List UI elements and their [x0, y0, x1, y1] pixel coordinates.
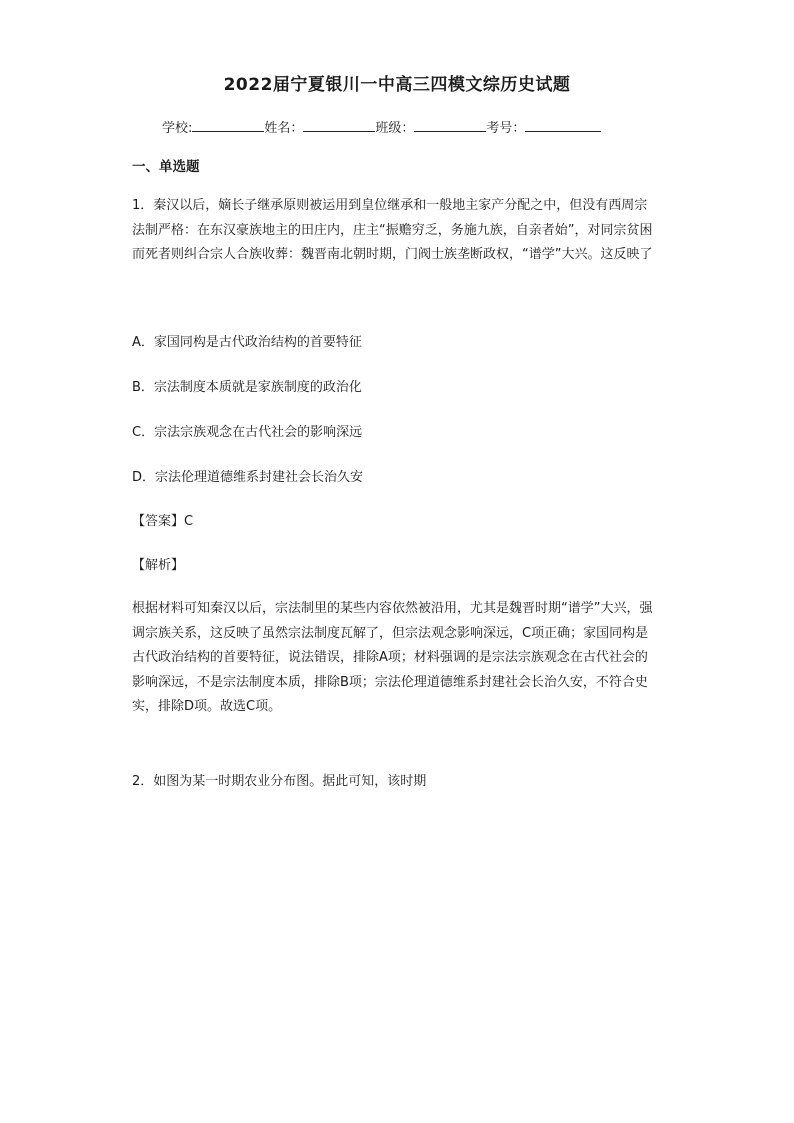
name-blank [303, 119, 375, 132]
name-label: 姓名： [264, 121, 304, 136]
school-label: 学校: [162, 121, 193, 136]
question-2-stem: 2．如图为某一时期农业分布图。据此可知，该时期 [132, 774, 427, 789]
question-1-stem: 1．秦汉以后，嫡长子继承原则被运用到皇位继承和一般地主家产分配之中，但没有西周宗法制严格：在东汉豪族地主的田庄内，庄主“振赡穷乏，务施九族，自亲者始”，对同宗贫困而死者则纠合宗人合族收葬：魏晋南北朝时期，门阀士族垄断政权，“谱学”大兴。这反映了 [132, 198, 653, 262]
question-1-option-b: B．宗法制度本质就是家族制度的政治化 [132, 380, 362, 395]
class-blank [414, 119, 486, 132]
class-label: 班级： [375, 121, 415, 136]
school-blank [192, 119, 264, 132]
section-heading: 一、单选题 [132, 159, 200, 175]
page-title: 2022届宁夏银川一中高三四模文综历史试题 [223, 75, 571, 95]
student-info-row [162, 117, 601, 136]
question-1-option-c: C．宗法宗族观念在古代社会的影响深远 [132, 425, 363, 440]
question-1-analysis-label: 【解析】 [132, 558, 185, 573]
question-1-option-a: A．家国同构是古代政治结构的首要特征 [132, 335, 362, 350]
exam-number-label: 考号： [486, 121, 526, 136]
question-1-answer: 【答案】C [132, 514, 194, 529]
question-1-option-d: D．宗法伦理道德维系封建社会长治久安 [132, 470, 364, 485]
question-1-analysis: 根据材料可知秦汉以后，宗法制里的某些内容依然被沿用，尤其是魏晋时期“谱学”大兴，强调宗族关系，这反映了虽然宗法制度瓦解了，但宗法观念影响深远，C项正确；家国同构是古代政治结构的首要特征，说法错误，排除A项；材料强调的是宗法宗族观念在古代社会的影响深远，不是宗法制度本质，排除B项；宗法伦理道德维系封建社会长治久安，不符合史实，排除D项。故选C项。 [132, 601, 653, 714]
exam-number-blank [525, 119, 601, 132]
